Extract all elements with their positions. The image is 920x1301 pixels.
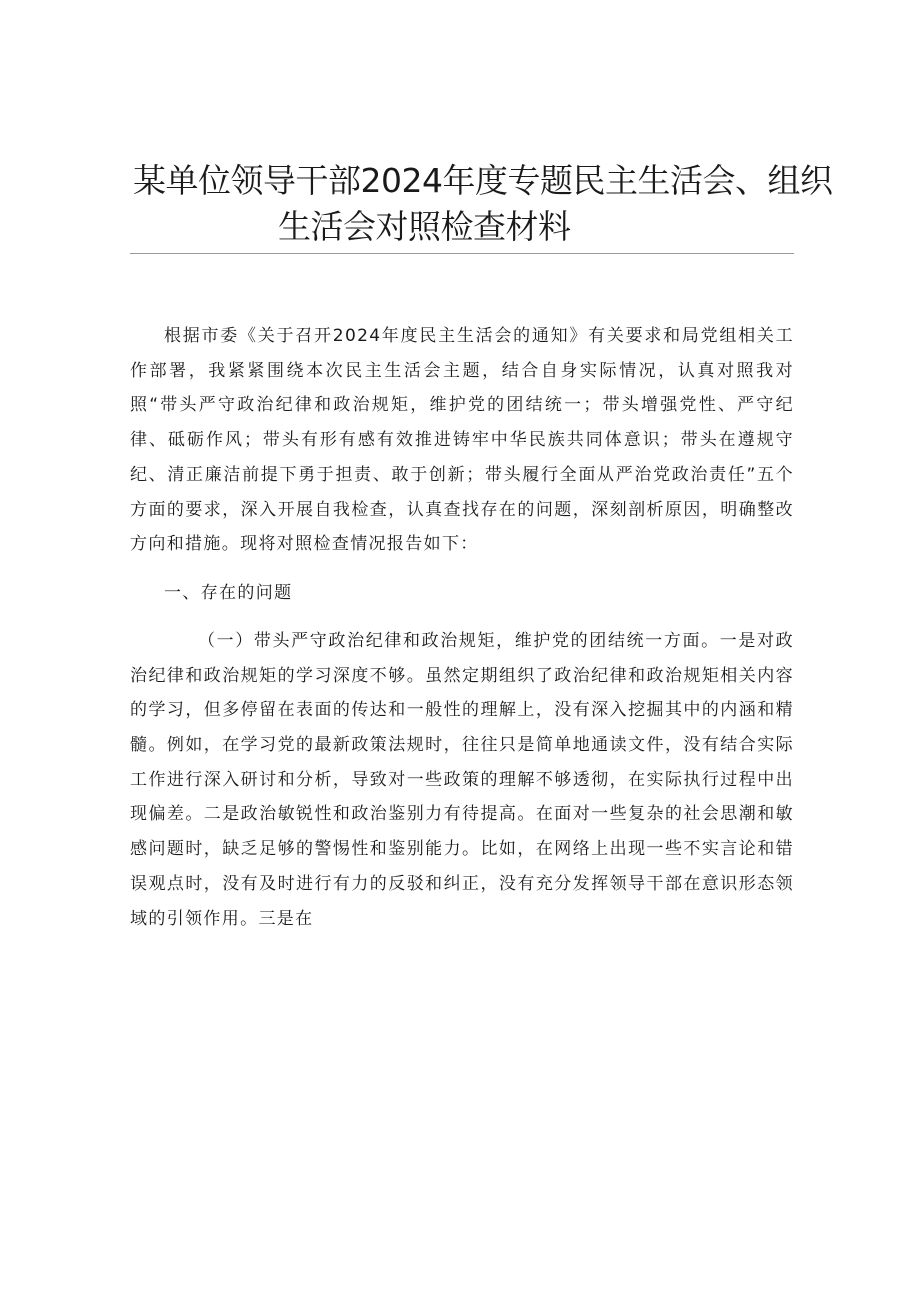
document-body bbox=[130, 319, 794, 936]
intro-paragraph: 根据市委《关于召开2024年度民主生活会的通知》有关要求和局党组相关工作部署，我紧紧围绕本次民主生活会主题，结合自身实际情况，认真对照我对照“带头严守政治纪律和政治规矩，维护党的团结统一；带头增强党性、严守纪律、砥砺作风；带头有形有感有效推进铸牢中华民族共同体意识；带头在遵规守纪、清正廉洁前提下勇于担责、敢于创新；带头履行全面从严治党政治责任”五个方面的要求，深入开展自我检查，认真查找存在的问题，深刻剖析原因，明确整改方向和措施。现将对照检查情况报告如下： bbox=[130, 326, 794, 555]
document-title bbox=[130, 158, 833, 250]
section-heading-problems: 一、存在的问题 bbox=[164, 582, 293, 603]
title-line-1: 某单位领导干部2024年度专题民主生活会、组织 bbox=[133, 161, 833, 200]
title-underline bbox=[130, 253, 794, 254]
section1-paragraph-1: （一）带头严守政治纪律和政治规矩，维护党的团结统一方面。一是对政治纪律和政治规矩的学习深度不够。虽然定期组织了政治纪律和政治规矩相关内容的学习，但多停留在表面的传达和一般性的理解上，没有深入挖掘其中的内涵和精髓。例如，在学习党的最新政策法规时，往往只是简单地通读文件，没有结合实际工作进行深入研讨和分析，导致对一些政策的理解不够透彻，在实际执行过程中出现偏差。二是政治敏锐性和政治鉴别力有待提高。在面对一些复杂的社会思潮和敏感问题时，缺乏足够的警惕性和鉴别能力。比如，在网络上出现一些不实言论和错误观点时，没有及时进行有力的反驳和纠正，没有充分发挥领导干部在意识形态领域的引领作用。三是在 bbox=[130, 630, 794, 929]
title-line-2: 生活会对照检查材料 bbox=[278, 207, 571, 246]
